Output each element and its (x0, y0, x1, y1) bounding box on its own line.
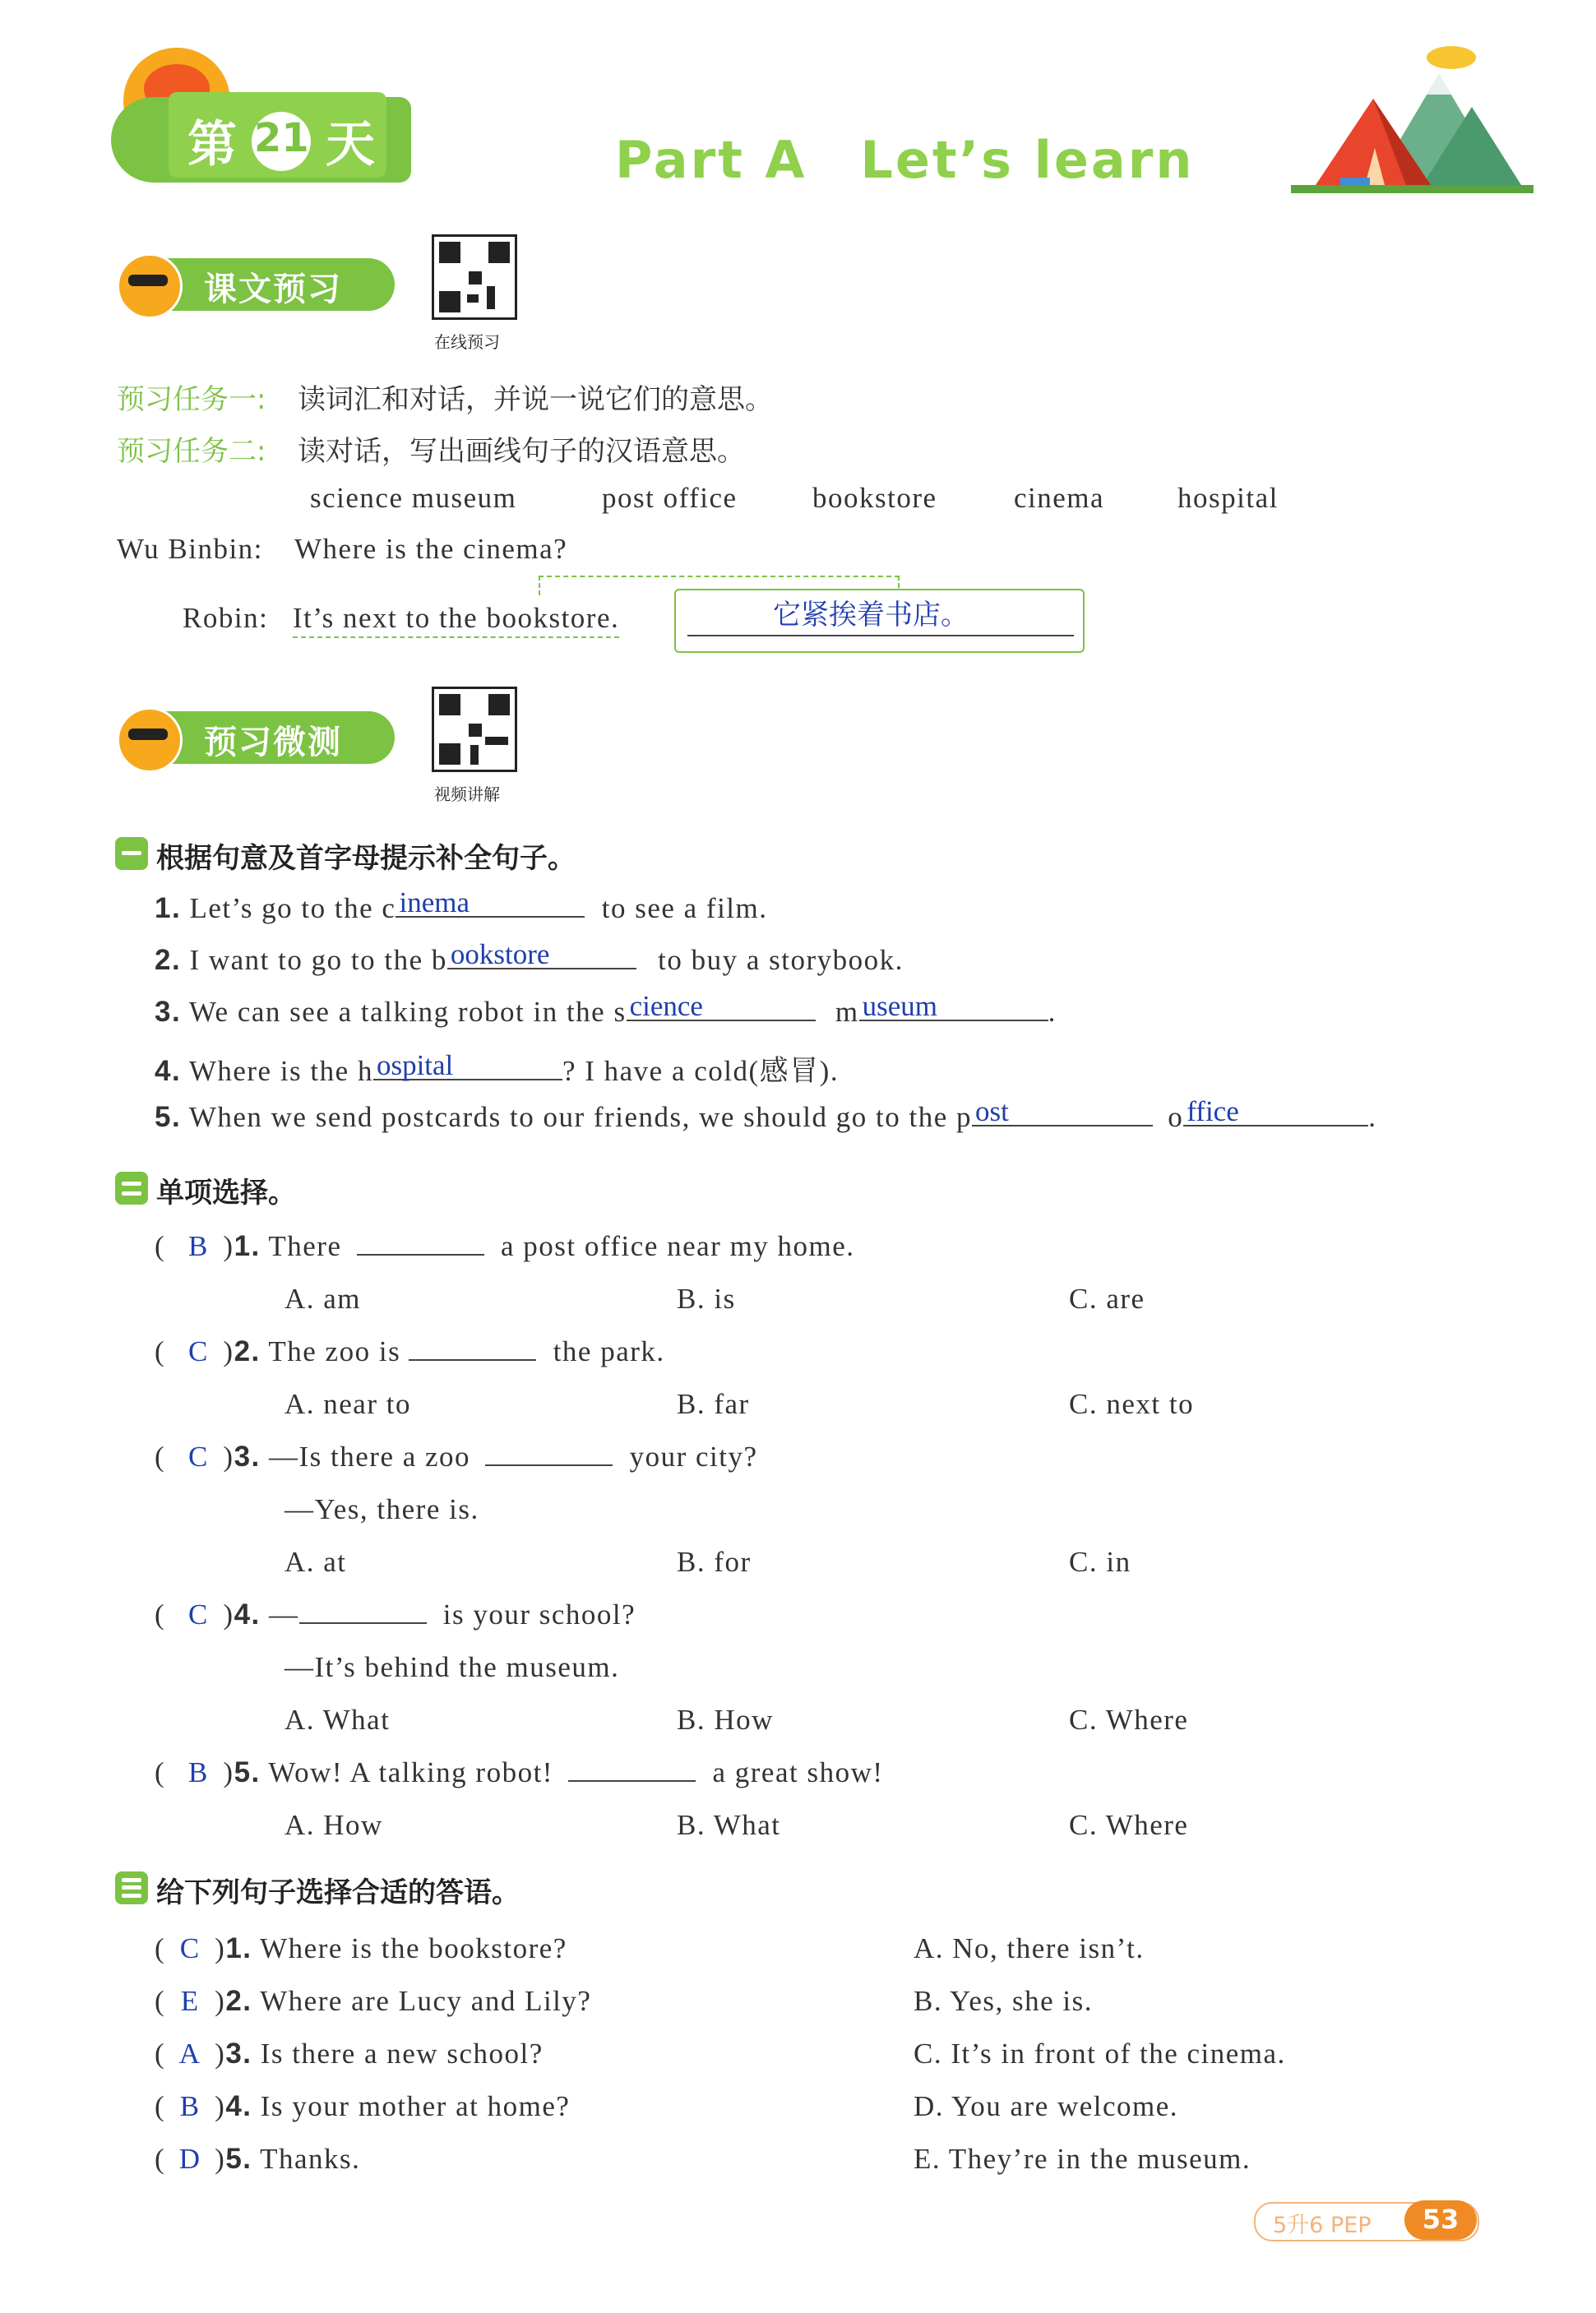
item-number: 4. (225, 2090, 252, 2122)
item-number: 2. (155, 944, 182, 976)
fill-item-3 (155, 990, 1057, 1029)
option-b[interactable]: B. What (677, 1809, 781, 1841)
blank-answer: useum (862, 990, 937, 1022)
question-text: your city? (629, 1441, 758, 1473)
item-text: to see a film. (601, 892, 768, 924)
item-text: ? I have a cold(感冒). (562, 1055, 840, 1087)
dialog-speaker: Robin: (183, 602, 269, 634)
response-option: C. It’s in front of the cinema. (914, 2038, 1286, 2070)
answer-blank[interactable] (373, 1049, 562, 1081)
item-text: Where is the h (188, 1055, 373, 1087)
choice-answer: B (187, 1230, 209, 1262)
question-text: a great show! (712, 1756, 884, 1788)
section-number-three-icon (115, 1871, 148, 1904)
match-question-3 (155, 2038, 544, 2070)
qr-code-icon[interactable] (432, 234, 517, 320)
section-number-two-icon (115, 1172, 148, 1205)
item-number: 5. (234, 1756, 261, 1788)
question-text: is your school? (442, 1598, 636, 1631)
fill-item-4 (155, 1048, 839, 1089)
paren-close: ) (223, 1230, 234, 1262)
section-title-test: 预习微测 (204, 724, 342, 761)
mc-question-2 (155, 1335, 665, 1368)
translation-answer: 它紧挨着书店。 (773, 599, 969, 631)
option-a[interactable]: A. at (285, 1546, 347, 1578)
paren-close: ) (215, 2143, 226, 2175)
paren-open: ( (155, 1335, 166, 1367)
answer-paren-slot[interactable] (173, 1756, 223, 1789)
qr-label-video: 视频讲解 (434, 784, 500, 804)
answer-paren-slot[interactable] (165, 1932, 215, 1965)
page-title: Part A Let’s learn (615, 130, 1195, 190)
choice-answer: C (187, 1441, 209, 1473)
item-text: When we send postcards to our friends, we should go to the p (188, 1101, 973, 1133)
question-text: Where is the bookstore? (260, 1932, 567, 1964)
vocab-item: cinema (1014, 482, 1105, 514)
answer-blank[interactable] (1183, 1095, 1368, 1127)
item-number: 4. (155, 1055, 182, 1087)
question-text: — (269, 1598, 299, 1631)
blank-answer: ffice (1187, 1095, 1239, 1127)
question-text: Thanks. (260, 2143, 361, 2175)
choice-answer: E (180, 1985, 200, 2017)
item-number: 5. (155, 1101, 182, 1133)
paren-close: ) (215, 2038, 226, 2070)
item-text: We can see a talking robot in the s (188, 996, 627, 1028)
answer-paren-slot[interactable] (173, 1441, 223, 1473)
paren-close: ) (215, 2090, 226, 2122)
option-b[interactable]: B. far (677, 1388, 750, 1420)
answer-paren-slot[interactable] (173, 1598, 223, 1631)
option-a[interactable]: A. How (285, 1809, 383, 1841)
translation-answer-line (687, 635, 1074, 636)
paren-close: ) (215, 1985, 226, 2017)
response-option: E. They’re in the museum. (914, 2143, 1251, 2175)
blank-answer: cience (629, 990, 703, 1022)
vocab-item: bookstore (812, 482, 937, 514)
paren-open: ( (155, 2038, 166, 2070)
choice-answer: C (179, 1932, 201, 1964)
item-number: 2. (225, 1985, 252, 2017)
item-number: 3. (225, 2038, 252, 2070)
question-text: Is your mother at home? (260, 2090, 571, 2122)
vocab-item: science museum (310, 482, 517, 514)
answer-paren-slot[interactable] (165, 2090, 215, 2123)
footer-grade-label: 5升6 PEP (1273, 2213, 1372, 2238)
task2-label: 预习任务二: (117, 435, 266, 468)
dialog-line-underlined: It’s next to the bookstore. (293, 602, 619, 638)
mc-question-5 (155, 1756, 884, 1789)
cloud-icon (1427, 46, 1476, 69)
choice-answer: A (178, 2038, 201, 2070)
fill-item-2 (155, 938, 904, 977)
choice-answer: D (178, 2143, 201, 2175)
dialog-line: Where is the cinema? (294, 533, 568, 565)
response-option: B. Yes, she is. (914, 1985, 1093, 2017)
mc-question-4 (155, 1598, 636, 1631)
answer-blank[interactable] (485, 1464, 613, 1466)
choice-answer: B (179, 2090, 201, 2122)
answer-paren-slot[interactable] (165, 2038, 215, 2070)
paren-close: ) (215, 1932, 226, 1964)
item-number: 2. (234, 1335, 261, 1367)
page-number: 53 (1422, 2204, 1460, 2235)
item-text: . (1048, 996, 1057, 1028)
item-text: Let’s go to the c (189, 892, 396, 924)
option-b[interactable]: B. How (677, 1704, 774, 1736)
match-question-4 (155, 2090, 570, 2123)
option-c[interactable]: C. are (1069, 1283, 1145, 1315)
blank-answer: ost (975, 1095, 1009, 1127)
reply-text: —It’s behind the museum. (285, 1651, 620, 1683)
blank-answer: inema (399, 886, 470, 918)
choice-answer: C (187, 1598, 209, 1631)
option-c[interactable]: C. next to (1069, 1388, 1195, 1420)
paren-open: ( (155, 2143, 166, 2175)
match-question-1 (155, 1932, 567, 1965)
section-number-one-icon (115, 837, 148, 870)
task1-label: 预习任务一: (117, 383, 266, 416)
paren-open: ( (155, 1985, 166, 2017)
sunglasses-decoration (128, 275, 168, 286)
reply-text: —Yes, there is. (285, 1493, 479, 1525)
item-text: to buy a storybook. (658, 944, 904, 976)
question-text: There (268, 1230, 342, 1262)
mc-question-3 (155, 1441, 758, 1473)
section-title-preview: 课文预习 (204, 271, 342, 308)
match-question-2 (155, 1985, 591, 2018)
option-b[interactable]: B. for (677, 1546, 752, 1578)
blank-answer: ospital (376, 1049, 454, 1081)
paren-open: ( (155, 2090, 166, 2122)
item-number: 3. (234, 1441, 261, 1473)
answer-blank[interactable] (299, 1622, 427, 1624)
part3-heading: 给下列句子选择合适的答语。 (156, 1876, 520, 1909)
item-number: 4. (234, 1598, 261, 1631)
answer-paren-slot[interactable] (173, 1335, 223, 1368)
answer-blank[interactable] (972, 1095, 1153, 1127)
question-text: a post office near my home. (501, 1230, 855, 1262)
answer-blank[interactable] (447, 938, 636, 970)
day-suffix: 天 (326, 116, 375, 173)
item-text: m (835, 996, 859, 1028)
question-text: —Is there a zoo (269, 1441, 471, 1473)
answer-blank[interactable] (859, 990, 1048, 1022)
response-option: A. No, there isn’t. (914, 1932, 1145, 1964)
option-c[interactable]: C. in (1069, 1546, 1131, 1578)
fill-item-1 (155, 886, 768, 925)
option-a[interactable]: A. am (285, 1283, 362, 1315)
qr-code-icon[interactable] (432, 687, 517, 772)
item-number: 3. (155, 996, 182, 1028)
day-number: 21 (254, 115, 309, 161)
item-number: 1. (155, 892, 182, 924)
question-text: The zoo is (268, 1335, 401, 1367)
vocab-item: post office (602, 482, 738, 514)
item-number: 5. (225, 2143, 252, 2175)
sunglasses-decoration (128, 729, 168, 740)
fill-item-5 (155, 1095, 1377, 1134)
choice-answer: B (187, 1756, 209, 1788)
task2-text: 读对话，写出画线句子的汉语意思。 (298, 435, 745, 468)
answer-paren-slot[interactable] (173, 1230, 223, 1263)
question-text: Where are Lucy and Lily? (260, 1985, 592, 2017)
match-question-5 (155, 2143, 360, 2176)
qr-label-online-preview: 在线预习 (434, 332, 500, 352)
part1-heading: 根据句意及首字母提示补全句子。 (156, 842, 576, 875)
answer-blank[interactable] (568, 1780, 696, 1782)
option-c[interactable]: C. Where (1069, 1809, 1189, 1841)
option-a[interactable]: A. near to (285, 1388, 411, 1420)
paren-close: ) (223, 1598, 234, 1631)
option-b[interactable]: B. is (677, 1283, 736, 1315)
task1-text: 读词汇和对话，并说一说它们的意思。 (298, 383, 773, 416)
blank-answer: ookstore (450, 938, 550, 970)
question-text: Wow! A talking robot! (268, 1756, 553, 1788)
dialog-speaker: Wu Binbin: (117, 533, 263, 565)
sun-sunglasses-icon (117, 707, 183, 773)
paren-open: ( (155, 1230, 166, 1262)
answer-paren-slot[interactable] (165, 1985, 215, 2018)
answer-blank[interactable] (409, 1359, 536, 1361)
answer-blank[interactable] (627, 990, 816, 1022)
vocab-item: hospital (1177, 482, 1279, 514)
item-number: 1. (234, 1230, 261, 1262)
paren-open: ( (155, 1441, 166, 1473)
option-c[interactable]: C. Where (1069, 1704, 1189, 1736)
item-text: I want to go to the b (189, 944, 447, 976)
item-number: 1. (225, 1932, 252, 1964)
choice-answer: C (187, 1335, 209, 1367)
paren-open: ( (155, 1598, 166, 1631)
item-text: . (1368, 1101, 1377, 1133)
answer-blank[interactable] (357, 1254, 484, 1256)
option-a[interactable]: A. What (285, 1704, 391, 1736)
paren-close: ) (223, 1441, 234, 1473)
mc-question-1 (155, 1230, 855, 1263)
sun-sunglasses-icon (117, 253, 183, 319)
tent-mountain-illustration (1283, 33, 1538, 201)
answer-blank[interactable] (396, 886, 585, 918)
paren-close: ) (223, 1756, 234, 1788)
day-prefix: 第 (187, 116, 237, 173)
response-option: D. You are welcome. (914, 2090, 1179, 2122)
question-text: Is there a new school? (260, 2038, 544, 2070)
paren-close: ) (223, 1335, 234, 1367)
question-text: the park. (553, 1335, 665, 1367)
item-text: o (1168, 1101, 1184, 1133)
answer-paren-slot[interactable] (165, 2143, 215, 2176)
part2-heading: 单项选择。 (156, 1177, 296, 1210)
paren-open: ( (155, 1756, 166, 1788)
paren-open: ( (155, 1932, 166, 1964)
